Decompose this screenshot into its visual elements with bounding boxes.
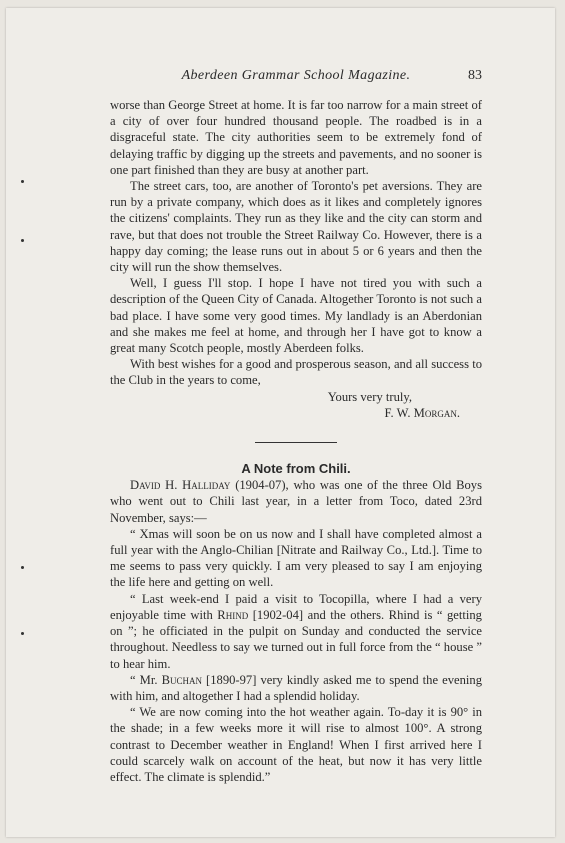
margin-mark: [21, 180, 24, 183]
margin-mark: [21, 566, 24, 569]
letter-signature: F. W. Morgan.: [384, 405, 460, 420]
running-header: [110, 68, 482, 88]
page-number: 83: [468, 68, 482, 83]
quote-paragraph: “ We are now coming into the hot weather again. To-day it is 90° in the shade; in a few weeks more it will rise to almost 100°. A strong contrast to December weather in England! When I first arrived here I could scarcely walk on account of the heat, but now it has very little effect. The climate is splendid.”: [110, 705, 482, 784]
letter-paragraph: worse than George Street at home. It is far too narrow for a main street of a city of over four hundred thousand people. The roadbed is in a disgraceful state. The city authorities seem to be extremely fond of delaying traffic by digging up the streets and pavements, and no sooner is one part finished than they are busy at another part.: [110, 98, 482, 177]
section-title: A Note from Chili.: [241, 461, 351, 477]
header-title: Aberdeen Grammar School Magazine.: [181, 68, 411, 83]
quote-text: [1890-97] very kindly asked me to spend the evening with him, and altogether I had a splendid holiday.: [110, 672, 483, 703]
person-name: Rhind: [217, 607, 249, 622]
quote-text: “ Last week-end I paid a visit to Tocopilla, where I had a very enjoyable time with: [110, 591, 482, 622]
margin-mark: [21, 632, 24, 635]
letter-paragraph: The street cars, too, are another of Toronto's pet aversions. They are run by a private company, which does as it likes and completely ignores the citizens' complaints. They run as they like and the city can storm and rave, but that does not trouble the Street Railway Co. However, there is a happy day coming; the lease runs out in about 5 or 6 years and then the city will run the show themselves.: [110, 179, 482, 275]
quote-paragraph: [110, 591, 482, 672]
letter-paragraph: Well, I guess I'll stop. I hope I have not tired you with such a description of the Queen City of Canada. Altogether Toronto is not such a bad place. I have some very good times. My landlady is an Aberdonian and she makes me feel at home, and through her I have got to know a great many Scotch people, mostly Aberdeen folks.: [110, 276, 482, 356]
quote-paragraph: [110, 672, 482, 704]
letter-closing: Yours very truly,: [327, 389, 412, 404]
quote-text: [1902-04] and the others. Rhind is “ getting on ”; he officiated in the pulpit on Sunday and conducted the service throughout. Needless to say we turned out in full force from the “ house ” to hear him.: [110, 607, 482, 671]
intro-text: (1904-07), who was one of the three Old Boys who went out to Chili last year, in a letter from Toco, dated 23rd November, says:—: [110, 478, 482, 525]
margin-mark: [21, 239, 24, 242]
article-body: [110, 97, 482, 785]
section-intro: [110, 477, 482, 526]
section-divider: [255, 442, 337, 443]
quote-text: “ Mr.: [130, 672, 162, 687]
person-name: David H. Halliday: [130, 478, 231, 493]
letter-paragraph: With best wishes for a good and prosperous season, and all success to the Club in the years to come,: [110, 357, 482, 388]
person-name: Buchan: [161, 672, 202, 687]
quote-paragraph: “ Xmas will soon be on us now and I shall have completed almost a full year with the Anglo-Chilian [Nitrate and Railway Co., Ltd.]. Time to me seems to pass very quickly. I am very pleased to say I am enjoying the life here and getting on well.: [110, 526, 482, 590]
